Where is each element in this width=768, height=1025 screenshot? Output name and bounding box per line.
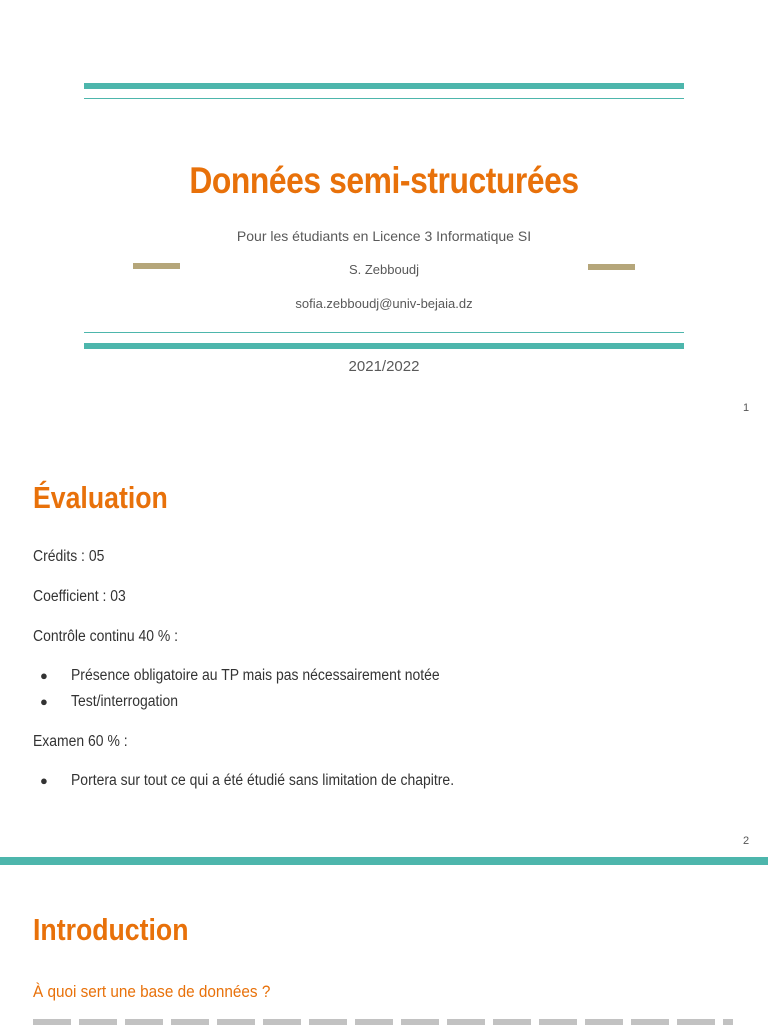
- author-email: sofia.zebboudj@univ-bejaia.dz: [295, 296, 473, 311]
- page-number-2: 2: [743, 835, 750, 847]
- top-thick-rule: [84, 83, 684, 89]
- bottom-thin-rule: [84, 332, 684, 333]
- bullet-icon: ●: [40, 694, 48, 709]
- list-item: ● Présence obligatoire au TP mais pas nécessairement notée: [40, 667, 440, 684]
- top-thin-rule: [84, 98, 684, 99]
- bullet-icon: ●: [40, 773, 48, 788]
- bottom-thick-rule: [84, 343, 684, 349]
- truncated-text-line: [33, 1019, 733, 1025]
- presentation-title: Données semi-structurées: [189, 160, 579, 201]
- page-number-1: 1: [743, 402, 750, 414]
- intro-question: À quoi sert une base de données ?: [33, 982, 271, 1001]
- evaluation-heading: Évaluation: [33, 480, 168, 515]
- academic-year: 2021/2022: [348, 358, 420, 375]
- list-item: ● Portera sur tout ce qui a été étudié sans limitation de chapitre.: [40, 772, 455, 789]
- presentation-subtitle: Pour les étudiants en Licence 3 Informatique SI: [236, 228, 532, 244]
- coefficient-line: Coefficient : 03: [33, 588, 126, 605]
- slide-separator-rule: [0, 857, 768, 865]
- author-name: S. Zebboudj: [348, 262, 420, 277]
- continuous-assessment-line: Contrôle continu 40 % :: [33, 628, 179, 645]
- list-item: ● Test/interrogation: [40, 693, 179, 710]
- credits-line: Crédits : 05: [33, 548, 105, 565]
- exam-line: Examen 60 % :: [33, 733, 128, 750]
- introduction-heading: Introduction: [33, 912, 189, 947]
- bullet-icon: ●: [40, 668, 48, 683]
